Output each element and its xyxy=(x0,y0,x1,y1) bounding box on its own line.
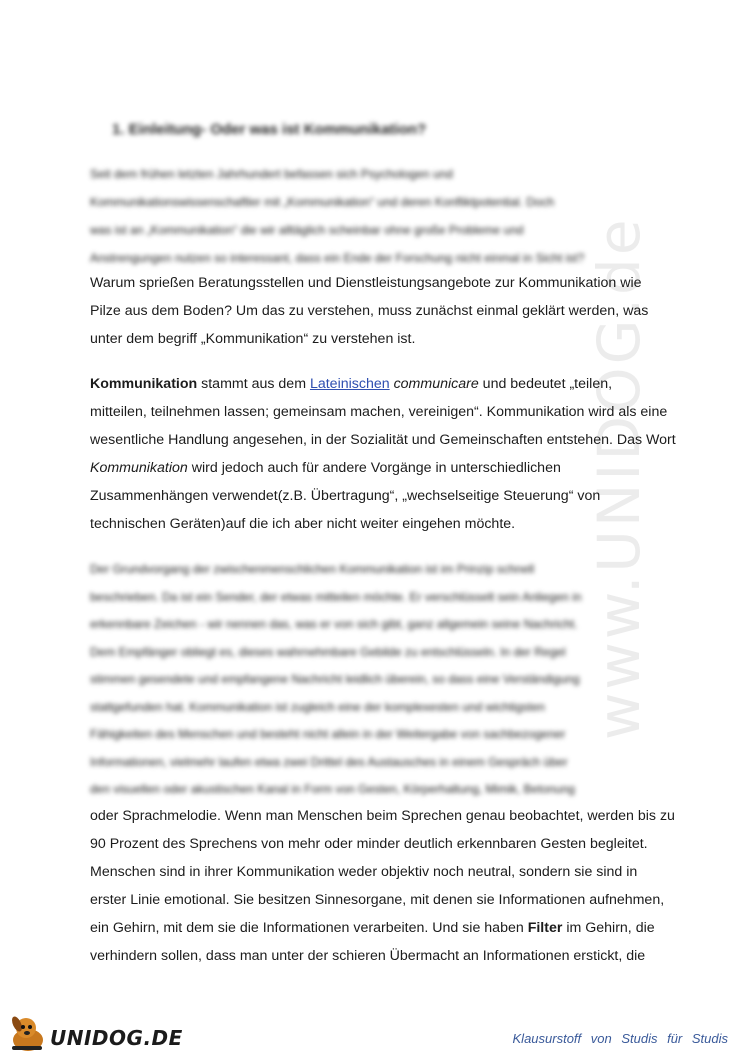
text-line: Kommunikationswissenschaftler mit „Kommunikation“ und deren Konfliktpotential. Doch xyxy=(90,195,555,209)
text-line: stimmen gesendete und empfangene Nachricht leidlich überein, so dass eine Verständigung xyxy=(90,672,580,686)
text-line: stattgefunden hat. Kommunikation ist zugleich eine der komplexesten und wichtigsten xyxy=(90,699,545,714)
text-run: und bedeutet „teilen, xyxy=(478,376,613,392)
grundvorgang-paragraph-blurred xyxy=(90,556,670,804)
text-run: im Gehirn, die xyxy=(562,920,655,936)
dog-mascot-icon xyxy=(6,1012,54,1054)
intro-paragraph-blurred xyxy=(90,160,670,272)
text-line xyxy=(90,454,670,482)
text-line: Pilze aus dem Boden? Um das zu verstehen, muss zunächst einmal geklärt werden, was xyxy=(90,303,649,319)
italic-term: Kommunikation xyxy=(90,460,188,476)
watermark: www.UNIDOG.de xyxy=(585,216,653,740)
text-run: wird jedoch auch für andere Vorgänge in unterschiedlichen xyxy=(187,460,561,476)
text-line: unter dem begriff „Kommunikation“ zu verstehen ist. xyxy=(90,331,416,347)
text-line: Der Grundvorgang der zwischenmenschlichen Kommunikation ist im Prinzip schnell xyxy=(90,562,535,576)
text-line: erster Linie emotional. Sie besitzen Sinnesorgane, mit denen sie Informationen aufnehmen, xyxy=(90,892,665,908)
text-line: technischen Geräten)auf die ich aber nicht weiter eingehen möchte. xyxy=(90,516,516,532)
definition-paragraph xyxy=(90,370,676,538)
text-line: Menschen sind in ihrer Kommunikation weder objektiv noch neutral, sondern sie sind in xyxy=(90,864,638,880)
text-line: mitteilen, teilnehmen lassen; gemeinsam machen, vereinigen“. Kommunikation wird als eine xyxy=(90,404,668,420)
text-line: Informationen, vielmehr laufen etwa zwei Drittel des Austausches in einem Gespräch über xyxy=(90,754,568,769)
logo-text: UNIDOG.DE xyxy=(50,1026,183,1050)
text-run: stammt aus dem xyxy=(197,376,310,392)
text-line: Fähigkeiten des Menschen und besteht nicht allein in der Weitergabe von sachbezogener xyxy=(90,727,566,741)
text-line: oder Sprachmelodie. Wenn man Menschen beim Sprechen genau beobachtet, werden bis zu xyxy=(90,808,675,824)
text-line: wesentliche Handlung angesehen, in der Sozialität und Gemeinschaften entstehen. Das Wort xyxy=(90,432,676,448)
text-line: was ist an „Kommunikation“ die wir alltäglich scheinbar ohne große Probleme und xyxy=(90,223,524,237)
text-line: Anstrengungen nutzen so interessant, dass ein Ende der Forschung nicht einmal in Sicht ist? xyxy=(90,251,585,265)
section-heading: 1. Einleitung- Oder was ist Kommunikation? xyxy=(112,121,427,138)
text-line: Warum sprießen Beratungsstellen und Dienstleistungsangebote zur Kommunikation wie xyxy=(90,275,642,291)
text-line: erkennbare Zeichen - wir nennen das, was er von sich gibt, ganz allgemein seine Nachricht. xyxy=(90,617,578,631)
text-line: den visuellen oder akustischen Kanal in Form von Gesten, Körperhaltung, Mimik, Betonung xyxy=(90,782,575,796)
text-line: 90 Prozent des Sprechens von mehr oder minder deutlich erkennbaren Gesten begleitet. xyxy=(90,836,648,852)
lateinischen-link[interactable]: Lateinischen xyxy=(309,376,390,392)
text-line: verhindern sollen, dass man unter der schieren Übermacht an Informationen erstickt, die xyxy=(90,948,646,964)
text-run: ein Gehirn, mit dem sie die Informationen verarbeiten. Und sie haben xyxy=(90,920,528,936)
text-line: beschrieben. Da ist ein Sender, der etwas mitteilen möchte. Er verschlüsselt sein Anliegen in xyxy=(90,589,582,604)
unidog-logo[interactable] xyxy=(6,1012,183,1052)
text-line: Zusammenhängen verwendet(z.B. Übertragung“, „wechselseitige Steuerung“ von xyxy=(90,488,601,504)
text-line xyxy=(90,914,670,942)
latin-word: communicare xyxy=(393,376,479,392)
text-line xyxy=(90,370,670,398)
filter-bold: Filter xyxy=(527,920,563,936)
text-line: Seit dem frühen letzten Jahrhundert befassen sich Psychologen und xyxy=(90,167,453,181)
footer-tagline: Klausurstoff von Studis für Studis xyxy=(512,1031,728,1046)
term-bold: Kommunikation xyxy=(90,376,198,392)
grundvorgang-paragraph xyxy=(90,802,675,970)
text-line: Dem Empfänger obliegt es, dieses wahrnehmbare Gebilde zu entschlüsseln. In der Regel xyxy=(90,644,566,659)
intro-paragraph xyxy=(90,269,670,353)
